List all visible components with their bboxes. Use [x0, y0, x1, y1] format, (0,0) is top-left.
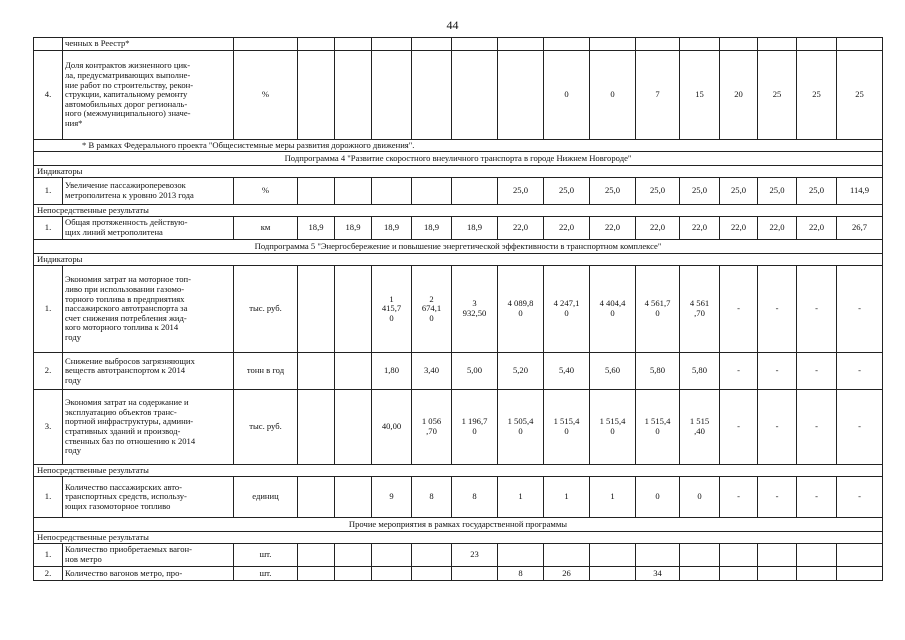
value-cell: - — [797, 353, 837, 390]
row-number-cell: 2. — [34, 567, 63, 581]
value-cell — [720, 38, 758, 51]
indicator-name-cell: Количество пассажирских авто- транспортных средств, использу- ющих газомоторное топливо — [63, 477, 234, 518]
row-number-cell — [34, 38, 63, 51]
value-cell: 1 — [498, 477, 544, 518]
row-number-cell: 2. — [34, 353, 63, 390]
table-row — [34, 178, 883, 205]
value-cell: - — [837, 390, 883, 465]
value-cell — [680, 38, 720, 51]
unit-cell: тонн в год — [234, 353, 298, 390]
value-cell: 22,0 — [680, 217, 720, 240]
value-cell: 5,40 — [544, 353, 590, 390]
indicators-table — [33, 37, 883, 581]
value-cell — [412, 38, 452, 51]
value-cell: 1 415,7 0 — [372, 266, 412, 353]
value-cell — [298, 477, 335, 518]
value-cell: 1 515 ,40 — [680, 390, 720, 465]
value-cell: 22,0 — [590, 217, 636, 240]
row-number-cell: 1. — [34, 266, 63, 353]
value-cell — [837, 567, 883, 581]
value-cell: 22,0 — [797, 217, 837, 240]
unit-cell: % — [234, 51, 298, 140]
row-number-cell: 1. — [34, 477, 63, 518]
row-number-cell: 4. — [34, 51, 63, 140]
value-cell: 18,9 — [298, 217, 335, 240]
value-cell: - — [837, 266, 883, 353]
value-cell: 23 — [452, 544, 498, 567]
value-cell: 15 — [680, 51, 720, 140]
value-cell: 4 561 ,70 — [680, 266, 720, 353]
section-header-row — [34, 254, 883, 266]
value-cell: 0 — [680, 477, 720, 518]
value-cell: 5,80 — [636, 353, 680, 390]
footnote-row — [34, 140, 883, 152]
value-cell — [498, 38, 544, 51]
unit-cell: тыс. руб. — [234, 266, 298, 353]
value-cell: 8 — [452, 477, 498, 518]
value-cell: - — [837, 477, 883, 518]
value-cell: 18,9 — [335, 217, 372, 240]
section-header-row — [34, 465, 883, 477]
value-cell — [680, 567, 720, 581]
value-cell: 4 561,7 0 — [636, 266, 680, 353]
value-cell: 5,20 — [498, 353, 544, 390]
value-cell — [298, 51, 335, 140]
value-cell: 25,0 — [680, 178, 720, 205]
unit-cell: шт. — [234, 544, 298, 567]
table-row — [34, 266, 883, 353]
value-cell: 18,9 — [372, 217, 412, 240]
value-cell: 0 — [590, 51, 636, 140]
page-number: 44 — [446, 18, 459, 32]
table-row — [34, 544, 883, 567]
value-cell — [372, 567, 412, 581]
subprogram-title: Подпрограмма 4 "Развитие скоростного внеуличного транспорта в городе Нижнем Новгороде" — [34, 152, 883, 166]
value-cell — [335, 390, 372, 465]
value-cell: 22,0 — [636, 217, 680, 240]
unit-cell: тыс. руб. — [234, 390, 298, 465]
value-cell: 25 — [758, 51, 797, 140]
subprogram-title-row — [34, 152, 883, 166]
value-cell — [452, 178, 498, 205]
value-cell: 40,00 — [372, 390, 412, 465]
value-cell — [797, 38, 837, 51]
value-cell: 3 932,50 — [452, 266, 498, 353]
value-cell — [452, 51, 498, 140]
footnote: * В рамках Федерального проекта "Общесистемные меры развития дорожного движения". — [34, 140, 883, 152]
value-cell: 1 515,4 0 — [590, 390, 636, 465]
value-cell — [335, 38, 372, 51]
value-cell: 1 505,4 0 — [498, 390, 544, 465]
value-cell: 1 — [544, 477, 590, 518]
value-cell: 22,0 — [758, 217, 797, 240]
value-cell — [335, 477, 372, 518]
value-cell: 4 404,4 0 — [590, 266, 636, 353]
value-cell — [335, 544, 372, 567]
value-cell — [298, 266, 335, 353]
section-header: Непосредственные результаты — [34, 532, 883, 544]
value-cell: 25 — [837, 51, 883, 140]
value-cell — [837, 38, 883, 51]
indicator-name-cell: Увеличение пассажироперевозок метрополитена к уровню 2013 года — [63, 178, 234, 205]
table-row — [34, 477, 883, 518]
table-row — [34, 217, 883, 240]
value-cell: 1 515,4 0 — [544, 390, 590, 465]
value-cell: 25,0 — [720, 178, 758, 205]
value-cell: 5,00 — [452, 353, 498, 390]
value-cell: 9 — [372, 477, 412, 518]
value-cell: 20 — [720, 51, 758, 140]
value-cell: - — [720, 266, 758, 353]
value-cell: 7 — [636, 51, 680, 140]
value-cell — [372, 38, 412, 51]
value-cell: 5,60 — [590, 353, 636, 390]
value-cell — [452, 567, 498, 581]
value-cell: - — [797, 390, 837, 465]
value-cell: 1 196,7 0 — [452, 390, 498, 465]
section-header: Индикаторы — [34, 254, 883, 266]
value-cell — [720, 544, 758, 567]
section-header-row — [34, 532, 883, 544]
value-cell: 1,80 — [372, 353, 412, 390]
table-body — [34, 38, 883, 581]
value-cell — [837, 544, 883, 567]
indicator-name-cell: Общая протяженность действую- щих линий метрополитена — [63, 217, 234, 240]
value-cell: - — [758, 477, 797, 518]
value-cell — [298, 38, 335, 51]
section-header-row — [34, 205, 883, 217]
value-cell — [298, 353, 335, 390]
value-cell — [298, 178, 335, 205]
indicator-name-cell: Экономия затрат на моторное топ- ливо при использовании газомо- торного топлива в предприятиях пассажирского автотранспорта за счет снижения потребления жид- кого моторного топлива к 2014 году — [63, 266, 234, 353]
value-cell: - — [797, 266, 837, 353]
value-cell: 3,40 — [412, 353, 452, 390]
table-row — [34, 38, 883, 51]
value-cell — [412, 178, 452, 205]
value-cell: - — [758, 390, 797, 465]
value-cell — [335, 353, 372, 390]
value-cell: 34 — [636, 567, 680, 581]
value-cell — [298, 544, 335, 567]
value-cell: 25,0 — [544, 178, 590, 205]
row-number-cell: 1. — [34, 217, 63, 240]
value-cell: 0 — [636, 477, 680, 518]
value-cell: 4 089,8 0 — [498, 266, 544, 353]
value-cell — [372, 51, 412, 140]
section-header-row — [34, 166, 883, 178]
value-cell: - — [837, 353, 883, 390]
value-cell: 22,0 — [720, 217, 758, 240]
value-cell: 26,7 — [837, 217, 883, 240]
value-cell: 25,0 — [636, 178, 680, 205]
value-cell — [372, 544, 412, 567]
value-cell — [590, 544, 636, 567]
value-cell: - — [720, 353, 758, 390]
value-cell — [498, 544, 544, 567]
value-cell — [335, 178, 372, 205]
value-cell — [720, 567, 758, 581]
value-cell: 114,9 — [837, 178, 883, 205]
value-cell — [412, 567, 452, 581]
value-cell: 1 515,4 0 — [636, 390, 680, 465]
value-cell — [412, 51, 452, 140]
value-cell: - — [720, 477, 758, 518]
value-cell — [372, 178, 412, 205]
section-header: Непосредственные результаты — [34, 205, 883, 217]
value-cell — [335, 51, 372, 140]
value-cell: 26 — [544, 567, 590, 581]
value-cell — [797, 567, 837, 581]
value-cell — [298, 567, 335, 581]
unit-cell — [234, 38, 298, 51]
indicator-name-cell: Количество вагонов метро, про- — [63, 567, 234, 581]
value-cell: - — [758, 353, 797, 390]
row-number-cell: 1. — [34, 544, 63, 567]
value-cell: 4 247,1 0 — [544, 266, 590, 353]
value-cell — [298, 390, 335, 465]
indicator-name-cell: Доля контрактов жизненного цик- ла, предусматривающих выполне- ние работ по строительству, рекон- струкции, капитальному ремонту автомобильных дорог региональ- ного (межмуниципального) значе- ния* — [63, 51, 234, 140]
subprogram-title: Прочие мероприятия в рамках государственной программы — [34, 518, 883, 532]
value-cell: 25,0 — [498, 178, 544, 205]
section-header: Индикаторы — [34, 166, 883, 178]
value-cell — [758, 544, 797, 567]
subprogram-title-row — [34, 518, 883, 532]
value-cell — [797, 544, 837, 567]
value-cell — [412, 544, 452, 567]
value-cell: 25,0 — [797, 178, 837, 205]
value-cell: - — [720, 390, 758, 465]
value-cell — [544, 544, 590, 567]
value-cell: 18,9 — [452, 217, 498, 240]
table-row — [34, 390, 883, 465]
unit-cell: км — [234, 217, 298, 240]
value-cell — [636, 544, 680, 567]
value-cell: 5,80 — [680, 353, 720, 390]
row-number-cell: 1. — [34, 178, 63, 205]
value-cell — [590, 38, 636, 51]
value-cell: 22,0 — [498, 217, 544, 240]
value-cell — [758, 38, 797, 51]
unit-cell: шт. — [234, 567, 298, 581]
value-cell — [452, 38, 498, 51]
value-cell: 8 — [498, 567, 544, 581]
value-cell — [636, 38, 680, 51]
value-cell: - — [758, 266, 797, 353]
table-row — [34, 51, 883, 140]
table-row — [34, 567, 883, 581]
value-cell — [335, 266, 372, 353]
value-cell: 1 056 ,70 — [412, 390, 452, 465]
value-cell: 25,0 — [590, 178, 636, 205]
value-cell: - — [797, 477, 837, 518]
value-cell: 22,0 — [544, 217, 590, 240]
unit-cell: % — [234, 178, 298, 205]
unit-cell: единиц — [234, 477, 298, 518]
row-number-cell: 3. — [34, 390, 63, 465]
subprogram-title-row — [34, 240, 883, 254]
subprogram-title: Подпрограмма 5 "Энергосбережение и повышение энергетической эффективности в транспортном комплексе" — [34, 240, 883, 254]
value-cell: 18,9 — [412, 217, 452, 240]
indicator-name-cell: Количество приобретаемых вагон- нов метро — [63, 544, 234, 567]
value-cell — [590, 567, 636, 581]
value-cell: 2 674,1 0 — [412, 266, 452, 353]
table-row — [34, 353, 883, 390]
value-cell — [544, 38, 590, 51]
indicator-name-cell: Снижение выбросов загрязняющих веществ автотранспортом к 2014 году — [63, 353, 234, 390]
value-cell: 0 — [544, 51, 590, 140]
value-cell — [498, 51, 544, 140]
section-header: Непосредственные результаты — [34, 465, 883, 477]
value-cell — [758, 567, 797, 581]
value-cell: 1 — [590, 477, 636, 518]
indicator-name-cell: Экономия затрат на содержание и эксплуатацию объектов транс- портной инфраструктуры, админи- стративных зданий и производ- ственных баз по отношению к 2014 году — [63, 390, 234, 465]
indicator-name-cell: ченных в Реестр* — [63, 38, 234, 51]
value-cell: 25 — [797, 51, 837, 140]
value-cell: 8 — [412, 477, 452, 518]
value-cell — [680, 544, 720, 567]
value-cell — [335, 567, 372, 581]
value-cell: 25,0 — [758, 178, 797, 205]
